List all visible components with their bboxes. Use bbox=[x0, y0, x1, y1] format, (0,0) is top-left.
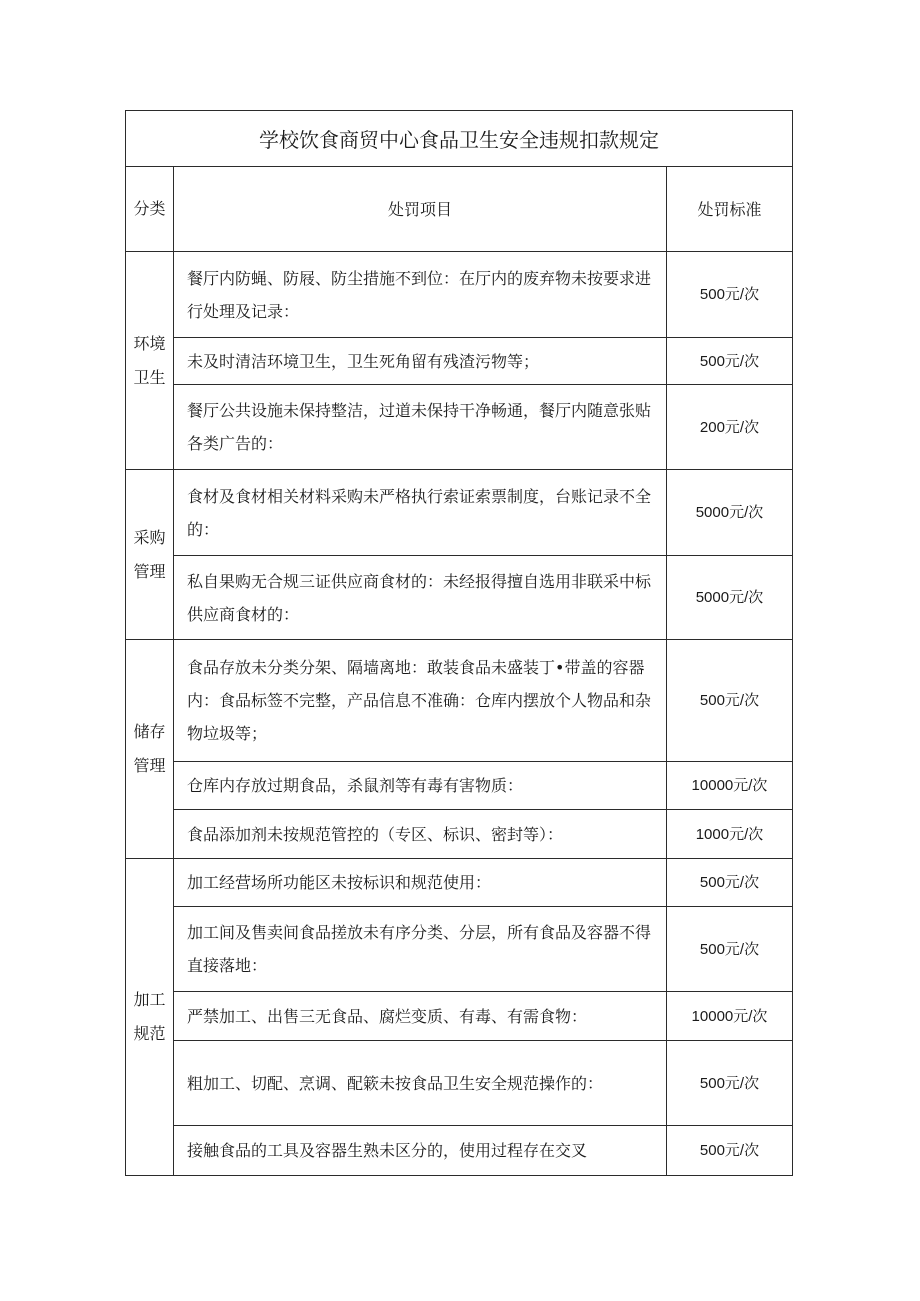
category-storage bbox=[126, 640, 173, 858]
table-row-item bbox=[174, 252, 666, 337]
table-row-standard: 500元/次 bbox=[699, 692, 760, 709]
table-row-standard: 500元/次 bbox=[699, 1142, 760, 1159]
item-text: 未及时清洁环境卫生，卫生死角留有残渣污物等； bbox=[187, 351, 540, 371]
item-text: 食品添加剂未按规范管控的（专区、标识、密封等）： bbox=[187, 824, 564, 844]
category-label: 环境卫生 bbox=[133, 333, 166, 387]
table-row-standard: 500元/次 bbox=[699, 286, 760, 303]
table-row-standard: 500元/次 bbox=[699, 352, 760, 370]
table-row-standard: 500元/次 bbox=[699, 940, 760, 958]
item-text: 加工间及售卖间食品搓放未有序分类、分层，所有食品及容器不得直接落地： bbox=[187, 923, 652, 975]
table-title: 学校饮食商贸中心食品卫生安全违规扣款规定 bbox=[126, 111, 792, 167]
table-row-standard: 1000元/次 bbox=[695, 825, 764, 843]
item-text: 仓库内存放过期食品，杀鼠剂等有毒有害物质： bbox=[187, 776, 524, 795]
table-row-item bbox=[174, 1041, 666, 1125]
item-text: 食品存放未分类分架、隔墙离地：敢装食品未盛装丁•带盖的容器内：食品标签不完整，产品信息不准确：仓库内摆放个人物品和杂物垃圾等； bbox=[187, 658, 652, 743]
category-label: 储存管理 bbox=[133, 722, 166, 775]
table-row-item bbox=[174, 640, 666, 761]
category-label: 采购管理 bbox=[133, 527, 166, 581]
header-category bbox=[126, 167, 173, 251]
category-procurement bbox=[126, 470, 173, 639]
regulation-table bbox=[125, 110, 793, 1176]
table-row-standard: 10000元/次 bbox=[691, 777, 768, 794]
table-row-item bbox=[174, 810, 666, 858]
header-item: 处罚项目 bbox=[387, 199, 452, 219]
item-text: 严禁加工、出售三无食品、腐烂变质、有毒、有需食物： bbox=[187, 1006, 588, 1026]
header-standard: 处罚标准 bbox=[697, 199, 762, 219]
item-text: 私自果购无合规三证供应商食材的：未经报得擅自选用非联采中标供应商食材的： bbox=[187, 571, 652, 624]
table-row-item bbox=[174, 907, 666, 991]
table-row-standard: 200元/次 bbox=[699, 418, 760, 436]
item-text: 餐厅内防蝇、防屐、防尘措施不到位：在厅内的废弃物未按要求进行处理及记录： bbox=[187, 268, 652, 321]
table-row-standard: 500元/次 bbox=[699, 874, 760, 891]
table-row-item bbox=[174, 470, 666, 555]
table-row-item bbox=[174, 556, 666, 639]
table-row-item bbox=[174, 1126, 666, 1175]
item-text: 餐厅公共设施未保持整洁，过道未保持干净畅通，餐厅内随意张贴各类广告的： bbox=[187, 401, 652, 453]
table-row-standard: 500元/次 bbox=[699, 1074, 760, 1092]
item-text: 粗加工、切配、烹调、配簌未按食品卫生安全规范操作的： bbox=[187, 1073, 604, 1093]
category-label: 加工规范 bbox=[133, 990, 166, 1043]
table-row-standard: 5000元/次 bbox=[695, 504, 764, 521]
table-row-standard: 10000元/次 bbox=[691, 1007, 768, 1025]
item-text: 加工经营场所功能区未按标识和规范使用： bbox=[187, 873, 492, 892]
table-row-item bbox=[174, 859, 666, 906]
table-row-item bbox=[174, 992, 666, 1040]
category-env-hygiene bbox=[126, 252, 173, 469]
table-row-item bbox=[174, 762, 666, 809]
header-category-label: 分类 bbox=[133, 199, 166, 218]
item-text: 食材及食材相关材料采购未严格执行索证索票制度，台账记录不全的： bbox=[187, 486, 652, 539]
item-text: 接触食品的工具及容器生熟未区分的，使用过程存在交叉 bbox=[187, 1141, 588, 1160]
table-row-item bbox=[174, 338, 666, 384]
category-processing bbox=[126, 859, 173, 1175]
table-row-item bbox=[174, 385, 666, 469]
table-row-standard: 5000元/次 bbox=[695, 589, 764, 606]
